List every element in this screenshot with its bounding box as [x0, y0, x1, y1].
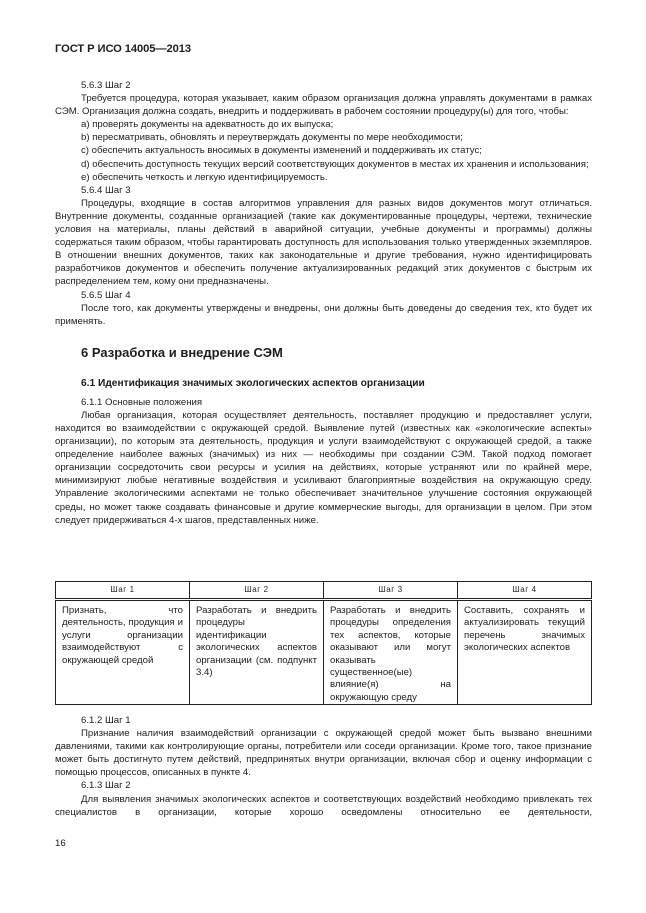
list-item-a: а) проверять документы на адекватность до их выпуска; [81, 119, 334, 131]
table-header-step-4: Шаг 4 [458, 582, 592, 600]
paragraph-6-1-2: Признание наличия взаимодействий организации с окружающей средой может быть вызвано внешними давлениями, такими как контролирующие органы, потребители или соседи организации. Кроме того, такое признание может быть достигнуто путем действий, предпринятых внутри организации, включая сбор и оценку информации с помощью процессов, описанных в пункте 4. [55, 728, 592, 779]
table-cell-step-4: Составить, сохранять и актуализировать текущий перечень значимых экологических аспектов [458, 600, 592, 705]
subsection-title-5-6-4: 5.6.4 Шаг 3 [81, 184, 131, 196]
document-body-lower [55, 714, 592, 819]
subsection-title-6-1-3: 6.1.3 Шаг 2 [81, 780, 131, 792]
page-number: 16 [55, 838, 66, 849]
list-item-c: с) обеспечить актуальность вносимых в документы изменений и поддерживать их статус; [81, 145, 482, 157]
document-header: ГОСТ Р ИСО 14005—2013 [55, 43, 191, 55]
table-header-step-1: Шаг 1 [56, 582, 190, 600]
table-header-row [56, 582, 592, 600]
paragraph-6-1-1: Любая организация, которая осуществляет деятельность, поставляет продукцию и предоставляет услуги, находится во взаимодействии с окружающей средой. Выявление путей (известных как «экологические аспекты» организации), по которым эта деятельность, продукция и услуги взаимодействуют с окружающей средой, а также определение наиболее важных (значимых) из них — необходимы при создании СЭМ. Такой подход помогает организации сосредоточить свои ресурсы и усилия на действиях, которые устраняют или по крайней мере, минимизируют любые негативные воздействия и усиливают благоприятные воздействия на окружающую среду. Управление экологическими аспектами не только обеспечивает значительное улучшение состояния окружающей среды, но может также создавать финансовые и другие коммерческие выгоды, для организации в целом. При этом следует придерживаться 4-х шагов, представленных ниже. [55, 409, 592, 526]
subsection-title-5-6-3: 5.6.3 Шаг 2 [81, 80, 131, 91]
table-cell-step-1: Признать, что деятельность, продукция и услуги организации взаимодействуют с окружающей средой [56, 600, 190, 705]
table-header-step-3: Шаг 3 [324, 582, 458, 600]
paragraph-5-6-4: Процедуры, входящие в состав алгоритмов управления для разных видов документов могут отличаться. Внутренние документы, созданные организацией (такие как документированные процедуры, чертежи, технические условия на материалы, планы действий в аварийной ситуации, учебные документы и программы) должны содержаться таким образом, чтобы гарантировать доступность для использования только утвержденных экземпляров. В отношении внешних документов, таких как законодательные и другие требования, нужно идентифицировать разработчиков документов и обеспечить получение актуализированных редакций этих документов с быстрым их распределением тем, кому они предназначены. [55, 197, 592, 288]
list-item-b: b) пересматривать, обновлять и переутверждать документы по мере необходимости; [81, 132, 463, 144]
subsection-title-6-1-2: 6.1.2 Шаг 1 [81, 715, 131, 726]
section-title-6-1: 6.1 Идентификация значимых экологических аспектов организации [81, 377, 425, 389]
list-item-d: d) обеспечить доступность текущих версий соответствующих документов в местах их хранения и использования; [81, 158, 589, 170]
document-body-upper [55, 79, 592, 527]
subsection-title-6-1-1: 6.1.1 Основные положения [81, 396, 203, 408]
table-header-step-2: Шаг 2 [190, 582, 324, 600]
section-title-6: 6 Разработка и внедрение СЭМ [81, 344, 283, 360]
table-row [56, 600, 592, 705]
table-cell-step-3: Разработать и внедрить процедуры определения тех аспектов, которые оказывают или могут оказывать существенное(ые) влияние(я) на окружающую среду [324, 600, 458, 705]
paragraph-6-1-3: Для выявления значимых экологических аспектов и соответствующих воздействий необходимо привлекать тех специалистов в организации, которые хорошо осведомлены относительно ее деятельности, [55, 793, 592, 818]
list-item-e: е) обеспечить четкость и легкую идентифицируемость. [81, 171, 328, 183]
subsection-title-5-6-5: 5.6.5 Шаг 4 [81, 289, 131, 301]
steps-table [55, 581, 592, 705]
table-cell-step-2: Разработать и внедрить процедуры идентификации экологических аспектов организации (см. подпункт 3.4) [190, 600, 324, 705]
paragraph-5-6-5: После того, как документы утверждены и внедрены, они должны быть доведены до сведения тех, кто будет их применять. [55, 302, 592, 327]
paragraph-5-6-3-intro: Требуется процедура, которая указывает, каким образом организация должна управлять документами в рамках СЭМ. Организация должна создать, внедрить и поддерживать в рабочем состоянии процедуру(ы) для того, чтобы: [55, 93, 592, 118]
